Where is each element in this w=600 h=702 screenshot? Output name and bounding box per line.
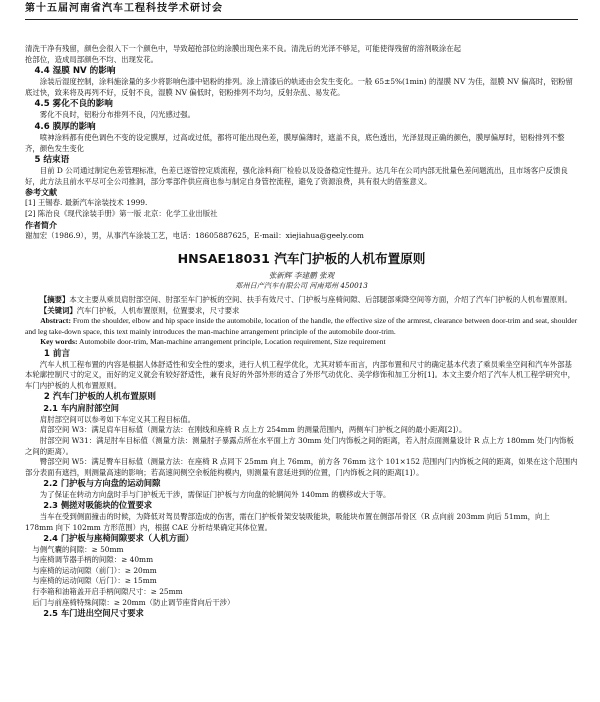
section-heading-2-3: 2.3 侧搓对吸能块的位置要求 bbox=[43, 500, 153, 511]
gap-label: 与侧气囊的间隙 bbox=[32, 544, 85, 554]
author-bio: 谢加宏（1986.9），男，从事汽车涂装工艺，电话：18605887625，E-mail：xiejiahua@geely.com bbox=[25, 230, 364, 240]
section-4-5-text: 雾化不良时，铝粉分布排列不良，闪光感过强。 bbox=[39, 110, 196, 120]
article-affiliation: 郑州日产汽车有限公司 河南郑州 450013 bbox=[235, 281, 368, 291]
section-2-3-text: 当车在受到侧面撞击的时候，为降低对驾员臀部造成的伤害，需在门护板骨架安装吸能块，吸能块布置在侧部吊骨区（R 点向前 203mm 向后 51mm，向上 178mm 向下 102mm 方形范围）内，根据 CAE 分析结果确定其体位置。 bbox=[25, 511, 550, 532]
gap-value: ≥ 40mm bbox=[121, 555, 154, 565]
keywords-cn-label: 【关键词】 bbox=[39, 305, 77, 315]
reference-item: [2] 陈治良《现代涂装手册》第一版 北京：化学工业出版社 bbox=[25, 208, 218, 218]
keywords-en-text: Automobile door-trim, Man-machine arrangement principle, Location requirement, Size requirement bbox=[79, 337, 386, 347]
abstract-cn bbox=[25, 295, 578, 306]
page-content bbox=[25, 44, 578, 620]
gap-label: 与座椅的运动间隙（后门） bbox=[32, 576, 118, 586]
gap-label: 后门与前座椅特殊间隙 bbox=[32, 597, 107, 607]
section-heading-2-4: 2.4 门护板与座椅间隙要求（人机方面） bbox=[43, 533, 194, 544]
prev-paragraph: 清洗干净有残留，颜色会很入下一个颜色中，导致超抢部位的涂膜出现色来不良。清洗后的光泽不够足，可能使得残留的溶剂吸涂在起 bbox=[25, 44, 462, 53]
gap-label: 与座椅调节器手柄的间隙 bbox=[32, 555, 114, 565]
section-2-1-w5: 臀部空间 W5：满足臀车目标值（测量方法：在座椅 R 点同下 25mm 向上 76mm，前方各 76mm 这个 101×152 范围内门内饰板之间的距离，如果在这个范围内部分表面有遮挡，则测量高速的影响；若高速间侧空余板能构模内，则测量有意延进到的位置，门内饰板之间的距离[1]）。 bbox=[25, 457, 578, 477]
gap-value: ≥ 25mm bbox=[150, 587, 183, 597]
references-heading: 参考文献 bbox=[25, 187, 57, 198]
gap-item: 与座椅调节器手柄的间隙：≥ 40mm bbox=[32, 555, 154, 565]
section-4-4-text: 涂装后湿度控制，涂料施涂量的多少将影响色漆中铝粉的排列。涂上清漆后的轨迹由会发生变化。一般 65±5%(1min) 的湿膜 NV 为佳，湿膜 NV 偏高时，铝粉留底过快，致来将及再列不好，反射不良，湿膜 NV 偏低时，铝粉排列不均匀，反射杂乱、易发花。 bbox=[25, 77, 573, 97]
section-1-text: 汽车人机工程布置的内容是根据人体舒适性和安全性的要求，进行人机工程学优化，尤其对轿车而言，内部布置和尺寸的确定基本代表了乘员乘坐空间和汽车外部基本轮廓控制尺寸的定义，而好的定义就会有较好舒适性，兼有良好的外部外形的适合了外形气动优化、美学修饰和加工分析[1]。本文主要介绍了汽车人机工程学研究中，车门内护板的人机布置原则。 bbox=[25, 359, 575, 390]
section-heading-4-6: 4.6 膜厚的影响 bbox=[34, 121, 96, 132]
gap-label: 行李箱和油箱盖开启手柄间隙尺寸 bbox=[32, 587, 144, 597]
gap-item: 后门与前座椅特殊间隙：≥ 20mm（防止调节座背向后干涉） bbox=[32, 597, 235, 607]
section-heading-2-2: 2.2 门护板与方向盘的运动间隙 bbox=[43, 478, 161, 489]
keywords-cn-text: 汽车门护板，人机布置原则，位置要求，尺寸要求 bbox=[76, 305, 240, 315]
gap-item: 行李箱和油箱盖开启手柄间隙尺寸：≥ 25mm bbox=[32, 587, 183, 597]
section-2-1-w3: 肩部空间 W3：满足肩车目标值（测量方法：在刚线和座椅 R 点上方 254mm 的测量范围内，两侧车门护板之间的最小距离[2]）。 bbox=[39, 425, 467, 435]
gap-list bbox=[25, 545, 578, 609]
section-2-1-w31: 肘部空间 W31：满足肘车目标值（测量方法：测量肘子暴露点所在水平面上方 30mm 处门内饰板之间的距离，若入肘点面测量设计 R 点上方 180mm 处门内饰板之间的距离）。 bbox=[25, 436, 574, 456]
running-head: 第十五届河南省汽车工程科技学术研讨会 bbox=[25, 3, 223, 14]
section-2-2-text: 为了保证在转动方向盘时手与门护板无干涉，需保证门护板与方向盘的轮辋间外 140mm 的横移或大于等。 bbox=[39, 489, 391, 499]
abstract-en bbox=[25, 316, 578, 337]
section-2-1-intro: 肩肘部空间可以参考如下车定义其工程目标值。 bbox=[39, 414, 196, 424]
abstract-cn-label: 【摘要】 bbox=[39, 295, 70, 305]
article-title: HNSAE18031 汽车门护板的人机布置原则 bbox=[177, 251, 426, 267]
abstract-cn-text: 本文主要从乘员肩肘部空间、肘部至车门护板的空间、扶手有效尺寸、门护板与座椅间隙、后部腿部乘降空间等方面，介绍了汽车门护板的人机布置原则。 bbox=[69, 295, 572, 305]
abstract-en-text: From the shoulder, elbow and hip space inside the automobile, location of the handle, the effective size of the armrest, clearance between door-trim and seat, shoulder and leg take-down space, this text mainly introduces the man-machine arrangement principle of the automobile door-trim. bbox=[25, 316, 578, 336]
section-4-6-text: 喷神涂料都有使色调色不变的设定膜厚，过高或过低，都将可能出现色差，膜厚偏薄时，遮盖不良，底色透出，光泽显现正确的颜色，膜厚偏厚时，铝粉排列不整齐，颜色发生变化 bbox=[25, 132, 565, 153]
keywords-cn bbox=[25, 306, 578, 317]
section-heading-1: 1 前言 bbox=[43, 348, 71, 359]
reference-item: [1] 王锡春. 最新汽车涂装技术 1999. bbox=[25, 198, 148, 208]
header-rule bbox=[25, 19, 578, 20]
prev-paragraph: 抢部位，造成局部颜色不均、出现发花。 bbox=[25, 54, 159, 64]
keywords-en-label: Key words: bbox=[40, 337, 78, 347]
gap-item: 与座椅的运动间隙（前门）：≥ 20mm bbox=[32, 565, 157, 575]
gap-value: ≥ 20mm（防止调节座背向后干涉） bbox=[113, 597, 235, 607]
section-heading-4-4: 4.4 湿膜 NV 的影响 bbox=[34, 66, 116, 77]
section-heading-4-5: 4.5 雾化不良的影响 bbox=[34, 99, 113, 110]
section-heading-2: 2 汽车门护板的人机布置原则 bbox=[43, 392, 157, 403]
keywords-en bbox=[25, 337, 578, 347]
author-bio-heading: 作者简介 bbox=[25, 219, 57, 230]
gap-value: ≥ 50mm bbox=[91, 544, 124, 554]
section-heading-2-1: 2.1 车内肩肘部空间 bbox=[43, 403, 119, 414]
section-heading-2-5: 2.5 车门进出空间尺寸要求 bbox=[43, 608, 144, 619]
section-5-text: 目前 D 公司通过制定色差管理标准，色差已逐管控定质流程，强化涂料商厂检验以及设备稳定性提升。达几年在公司内部无批量色差问题流出，且市场客户反馈良好，此方法且前水平尽可全公司推洞，部分零部件供应商也参与制定自身管控流程，避免了资源浪费，具有很大的借鉴意义。 bbox=[25, 166, 568, 186]
abstract-en-label: Abstract: bbox=[40, 316, 71, 326]
gap-value: ≥ 15mm bbox=[124, 576, 157, 586]
gap-item: 与座椅的运动间隙（后门）：≥ 15mm bbox=[32, 576, 157, 586]
gap-label: 与座椅的运动间隙（前门） bbox=[32, 565, 118, 575]
article-authors: 张新辉 李建鹏 张观 bbox=[268, 271, 335, 281]
section-heading-5: 5 结束语 bbox=[34, 155, 70, 166]
gap-item: 与侧气囊的间隙：≥ 50mm bbox=[32, 544, 124, 554]
gap-value: ≥ 20mm bbox=[124, 565, 157, 575]
